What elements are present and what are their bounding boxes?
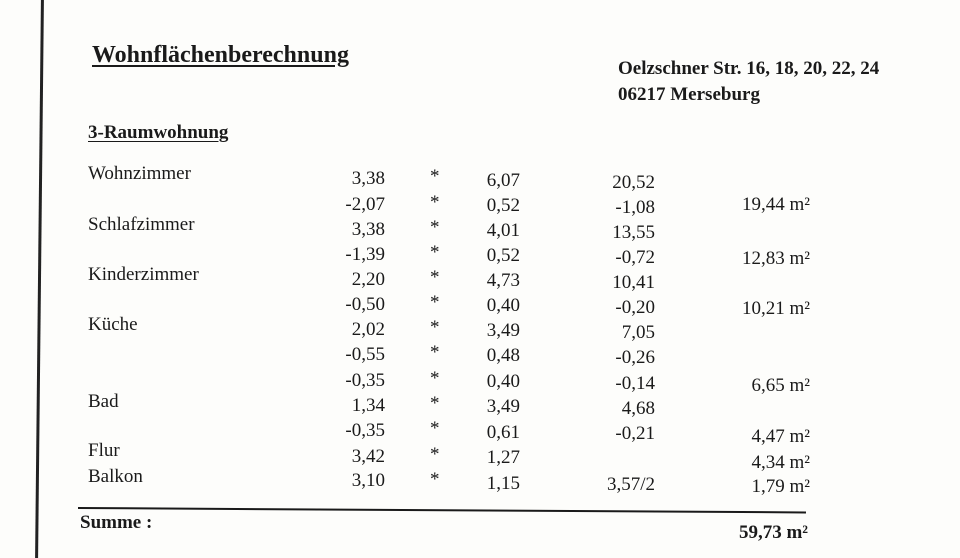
room-label-wohnzimmer: Wohnzimmer [88, 163, 191, 184]
calc-factor-b: 0,40 [486, 371, 520, 392]
calc-factor-b: 0,48 [486, 345, 520, 366]
calc-area: -0,20 [615, 297, 655, 318]
calc-multiply-sign: * [430, 368, 440, 389]
calc-area: -0,26 [615, 347, 655, 368]
calc-factor-a: -0,35 [345, 420, 385, 441]
calc-area: 13,55 [612, 222, 655, 243]
calc-multiply-sign: * [430, 242, 440, 263]
calc-factor-b: 4,73 [486, 270, 520, 291]
calc-area: 20,52 [612, 172, 655, 193]
document-title: Wohnflächenberechnung [92, 42, 349, 68]
room-label-schlafzimmer: Schlafzimmer [88, 214, 195, 235]
calc-multiply-sign: * [430, 444, 440, 465]
calc-factor-a: 2,20 [351, 269, 385, 290]
sum-total: 59,73 m² [738, 522, 808, 543]
room-label-kinderzimmer: Kinderzimmer [88, 264, 199, 285]
room-subtotal: 4,34 m² [751, 452, 810, 473]
calc-area: 10,41 [612, 272, 655, 293]
calc-multiply-sign: * [430, 292, 440, 313]
calc-factor-a: -0,50 [345, 294, 385, 315]
room-subtotal: 12,83 m² [742, 248, 810, 269]
calc-factor-a: 3,38 [351, 168, 385, 189]
calc-factor-b: 1,27 [486, 447, 520, 468]
address-block [618, 56, 879, 108]
room-label-bad: Bad [88, 391, 119, 412]
calc-factor-b: 6,07 [486, 170, 520, 191]
calc-area: -0,72 [615, 247, 655, 268]
calc-multiply-sign: * [430, 418, 440, 439]
calc-factor-a: 1,34 [351, 395, 385, 416]
address-city: 06217 Merseburg [618, 84, 760, 105]
calc-area: -0,14 [615, 373, 655, 394]
calc-factor-b: 0,61 [486, 422, 520, 443]
calc-area: 3,57/2 [606, 474, 655, 495]
room-subtotal: 1,79 m² [751, 476, 810, 497]
calc-multiply-sign: * [430, 393, 440, 414]
calc-multiply-sign: * [430, 342, 440, 363]
calc-area: -0,21 [615, 423, 655, 444]
room-subtotal: 10,21 m² [742, 298, 810, 319]
calc-factor-a: -1,39 [345, 244, 385, 265]
room-label-kueche: Küche [88, 314, 138, 335]
room-subtotal: 6,65 m² [751, 375, 810, 396]
margin-line [35, 0, 44, 558]
calc-factor-b: 3,49 [486, 396, 520, 417]
room-subtotal: 19,44 m² [742, 194, 810, 215]
calc-factor-a: 3,10 [351, 470, 385, 491]
calc-factor-b: 0,52 [486, 195, 520, 216]
calc-factor-b: 0,40 [486, 295, 520, 316]
calc-factor-b: 4,01 [486, 220, 520, 241]
calc-factor-a: -2,07 [345, 194, 385, 215]
calc-multiply-sign: * [430, 469, 440, 490]
calc-factor-b: 1,15 [486, 473, 520, 494]
room-label-balkon: Balkon [88, 466, 143, 487]
calc-multiply-sign: * [430, 166, 440, 187]
calc-factor-a: 3,38 [351, 219, 385, 240]
calc-factor-a: 3,42 [351, 446, 385, 467]
calc-factor-a: 2,02 [351, 319, 385, 340]
calc-factor-b: 3,49 [486, 320, 520, 341]
address-street: Oelzschner Str. 16, 18, 20, 22, 24 [618, 58, 880, 79]
sum-divider [78, 507, 806, 513]
calc-multiply-sign: * [430, 317, 440, 338]
calc-factor-a: -0,35 [345, 370, 385, 391]
room-label-flur: Flur [88, 440, 120, 461]
calc-multiply-sign: * [430, 217, 440, 238]
calc-area: -1,08 [615, 197, 655, 218]
calc-area: 4,68 [621, 398, 655, 419]
calc-factor-a: -0,55 [345, 344, 385, 365]
calc-factor-b: 0,52 [486, 245, 520, 266]
calc-area: 7,05 [621, 322, 655, 343]
room-subtotal: 4,47 m² [751, 426, 810, 447]
calc-multiply-sign: * [430, 192, 440, 213]
sum-label: Summe : [80, 512, 153, 533]
calc-multiply-sign: * [430, 267, 440, 288]
section-title: 3-Raumwohnung [88, 122, 229, 143]
